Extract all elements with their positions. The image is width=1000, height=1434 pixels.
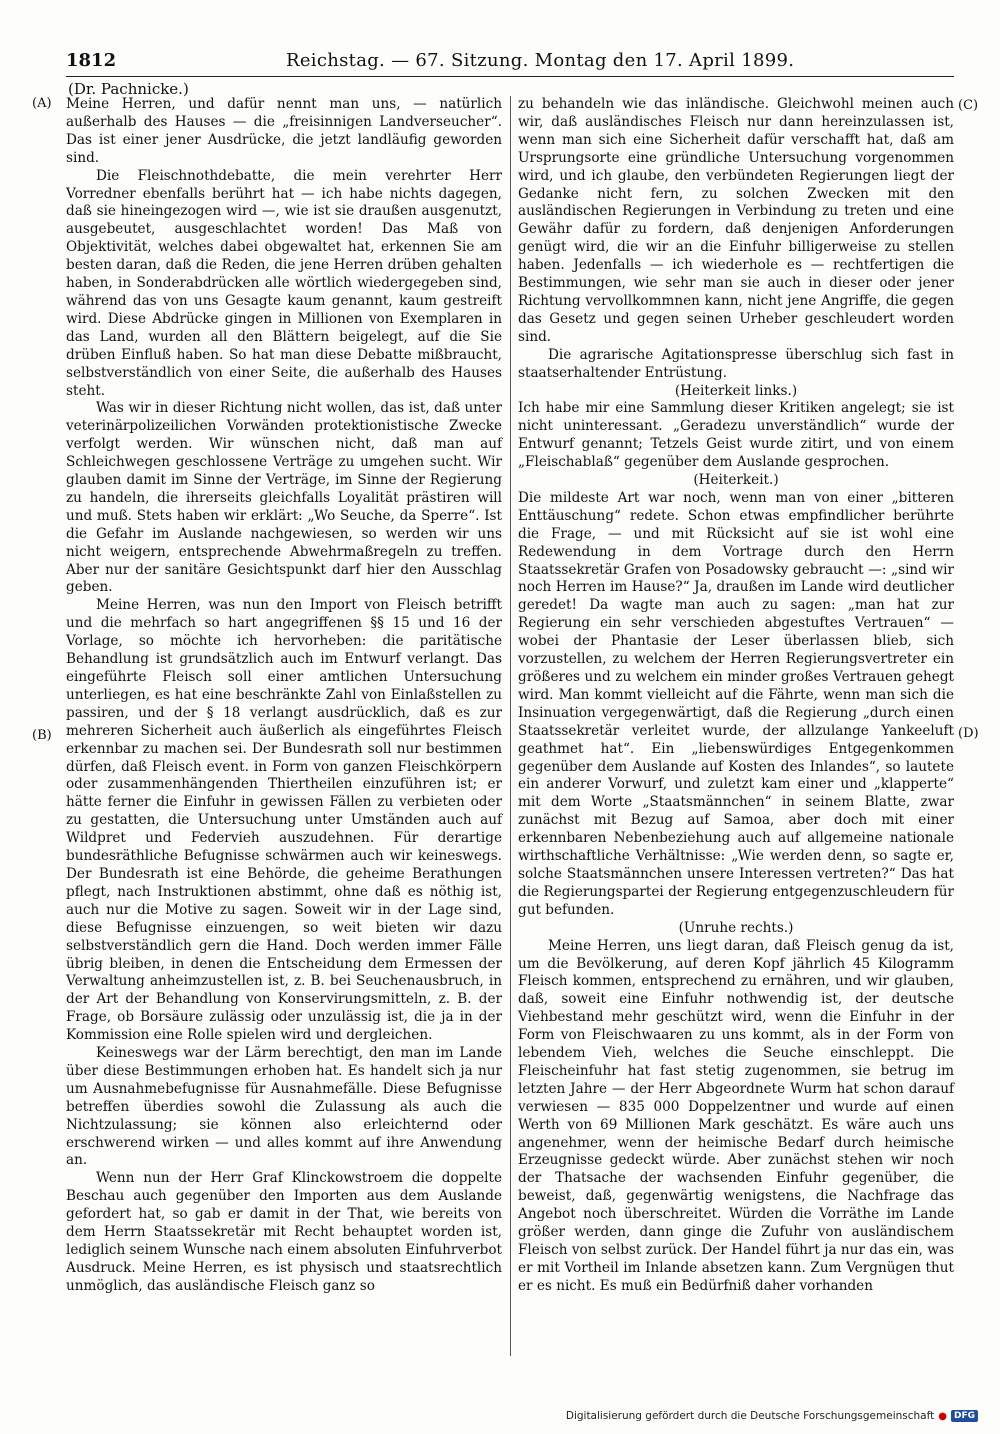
paragraph: Ich habe mir eine Sammlung dieser Kritiken angelegt; sie ist nicht uninteressant. „Geradezu unverständlich“ wurde der Entwurf genannt; Tetzels Geist wurde zitirt, und von einem „Fleischablaß“ gegenüber dem Auslande gesprochen. bbox=[518, 400, 954, 471]
paragraph: Die agrarische Agitationspresse überschlug sich fast in staatserhaltender Entrüstung. bbox=[518, 346, 954, 381]
interjection: (Heiterkeit links.) bbox=[674, 382, 798, 399]
paragraph: zu behandeln wie das inländische. Gleichwohl meinen auch wir, daß ausländisches Fleisch nur dann hereinzulassen ist, wenn man sich eine Sicherheit dafür verschafft hat, daß am Ursprungsorte eine gründliche Untersuchung vorgenommen wird, und ich glaube, den verbündeten Regierungen liegt der Gedanke nicht fern, zu solchen Zwecken mit den ausländischen Regierungen in Verbindung zu treten und eine Gewähr dafür zu fordern, daß denjenigen Anforderungen genügt wird, die wir an die Einfuhr billigerweise zu stellen haben. Jedenfalls — ich wiederhole es — rechtfertigen die Bestimmungen, wie sehr man sie auch in dieser oder jener Richtung vervollkommnen kann, nicht jene Angriffe, die gegen das Gesetz und gegen seinen Urheber geschleudert worden sind. bbox=[518, 96, 954, 345]
margin-marker-a: (A) bbox=[32, 96, 52, 111]
paragraph: Meine Herren, was nun den Import von Fleisch betrifft und die mehrfach so hart angegriffenen §§ 15 und 16 der Vorlage, so möchte ich hervorheben: die paritätische Behandlung ist grundsätzlich auch im Entwurf verlangt. Das eingeführte Fleisch soll einer amtlichen Untersuchung unterliegen, es hat eine beschränkte Zahl von Einlaßstellen zu passiren, und der § 18 verlangt ausdrücklich, daß es zur mehreren Sicherheit auch äußerlich als eingeführtes Fleisch erkennbar zu machen sei. Der Bundesrath soll nur bestimmen dürfen, daß Fleisch event. in Form von ganzen Fleischkörpern oder zusammenhängenden Thiertheilen einzuführen ist; er hätte ferner die Einfuhr in gewissen Fällen zu verbieten oder zu gestatten, die Untersuchung unter Umständen auch auf Wildpret und Federvieh auszudehnen. Für derartige bundesräthliche Befugnisse schwärmen auch wir keineswegs. Der Bundesrath ist eine Behörde, die geheime Berathungen pflegt, nach Instruktionen abstimmt, ohne daß es nöthig ist, auch nur die Motive zu sagen. Soweit wir in der Lage sind, diese Befugnisse einzuengen, so weit bieten wir dazu selbstverständlich gern die Hand. Doch werden immer Fälle übrig bleiben, in denen die Entscheidung dem Ermessen der Verwaltung anheimzustellen ist, z. B. bei Seuchenausbruch, in der Art der Behandlung von Konservirungsmitteln, z. B. der Frage, ob Borsäure zulässig oder unzulässig ist, die ja in der Kommission eine Rolle spielen wird und dergleichen. bbox=[66, 597, 502, 1044]
margin-marker-b: (B) bbox=[32, 728, 52, 743]
margin-marker-c: (C) bbox=[958, 98, 979, 113]
footer-text: Digitalisierung gefördert durch die Deutsche Forschungsgemeinschaft bbox=[565, 1410, 935, 1422]
paragraph: Meine Herren, uns liegt daran, daß Fleisch genug da ist, um die Bevölkerung, auf deren Kopf jährlich 45 Kilogramm Fleisch kommen, entsprechend zu ernähren, und wir glauben, daß, soweit eine Einfuhr nothwendig ist, der deutsche Viehbestand mehr geschützt wird, wenn die Einfuhr in der Form von Fleischwaaren zu uns kommt, als in der Form von lebendem Vieh, welches die Seuche einschleppt. Die Fleischeinfuhr hat fast stetig zugenommen, sie betrug im letzten Jahre — der Herr Abgeordnete Wurm hat schon darauf verwiesen — 835 000 Doppelzentner und wurde auf einen Werth von 69 Millionen Mark geschätzt. Es wäre auch uns angenehmer, wenn der heimische Bedarf durch heimische Erzeugnisse gedeckt würde. Aber zunächst stehen wir noch der Thatsache der wachsenden Einfuhr gegenüber, die beweist, daß, gegenwärtig wenigstens, die Nachfrage das Angebot noch überschreitet. Würden die Vorräthe im Lande größer werden, dann ginge die Zufuhr von ausländischem Fleisch von selbst zurück. Der Handel führt ja nur das ein, was er mit Vortheil im Inlande absetzen kann. Zum Vergnügen thut er es nicht. Es muß ein Bedürfniß daher vorhanden bbox=[518, 937, 954, 1294]
running-title: Reichstag. — 67. Sitzung. Montag den 17. April 1899. bbox=[286, 50, 795, 71]
page-header bbox=[66, 48, 954, 77]
column-divider bbox=[510, 96, 511, 1356]
interjection: (Heiterkeit.) bbox=[693, 472, 779, 489]
dfg-logo: DFG bbox=[951, 1410, 978, 1422]
paragraph: Meine Herren, und dafür nennt man uns, — natürlich außerhalb des Hauses — die „freisinnigen Landverseucher“. Das ist einer jener Ausdrücke, die jetzt landläufig geworden sind. bbox=[66, 96, 502, 166]
paragraph: Wenn nun der Herr Graf Klinckowstroem die doppelte Beschau auch gegenüber den Importen aus dem Auslande gefordert hat, so gab er damit in der That, wie bereits von dem Herrn Staatssekretär mit Recht behauptet worden ist, lediglich seinem Wunsche nach einem absoluten Einfuhrverbot Ausdruck. Meine Herren, es ist physisch und staatsrechtlich unmöglich, das ausländische Fleisch ganz so bbox=[66, 1170, 502, 1294]
paragraph: Keineswegs war der Lärm berechtigt, den man im Lande über diese Bestimmungen erhoben hat. Es handelt sich ja nur um Ausnahmebefugnisse für Ausnahmefälle. Diese Befugnisse betreffen überdies sowohl die Zulassung als auch die Nichtzulassung; sie können also erleichternd oder erschwerend wirken — und alles kommt auf ihre Anwendung an. bbox=[66, 1045, 502, 1169]
paragraph: Die Fleischnothdebatte, die mein verehrter Herr Vorredner ebenfalls berührt hat — ich habe nichts dagegen, daß sie hineingezogen wird —, wie ist sie draußen ausgenutzt, ausgebeutet, ausgeschlachtet worden! Das Maß von Objektivität, welches dabei obgewaltet hat, erkennen Sie am besten daran, daß die Reden, die jene Herren drüben gehalten haben, in Sonderabdrücken alle wörtlich wiedergegeben sind, während das von uns Gesagte kaum genannt, kaum gestreift wird. Diese Abdrücke gingen in Millionen von Exemplaren in das Land, wurden all den Blättern beigelegt, auf die Sie drüben Einfluß haben. So hat man diese Debatte mißbraucht, selbstverständlich von einer Seite, die außerhalb des Hauses steht. bbox=[66, 167, 502, 399]
speaker-label: (Dr. Pachnicke.) bbox=[68, 80, 189, 98]
bullet-icon: ● bbox=[938, 1410, 947, 1422]
paragraph: Was wir in dieser Richtung nicht wollen, das ist, daß unter veterinärpolizeilichen Vorwänden protektionistische Zwecke verfolgt werden. Wir wünschen nicht, daß man auf Schleichwegen geschlossene Verträge zu umgehen sucht. Wir glauben damit im Sinne der Verträge, im Sinne der Regierung zu handeln, die ihrerseits gleichfalls Loyalität prästiren will und muß. Stets haben wir erklärt: „Wo Seuche, da Sperre“. Ist die Gefahr im Auslande nachgewiesen, so werden wir uns nicht weigern, entsprechende Abwehrmaßregeln zu treffen. Aber nur der sanitäre Gesichtspunkt darf hier den Ausschlag geben. bbox=[66, 400, 502, 596]
interjection: (Unruhe rechts.) bbox=[678, 919, 794, 936]
paragraph: Die mildeste Art war noch, wenn man von einer „bitteren Enttäuschung“ redete. Schon etwas empfindlicher berührte die Frage, — und mit Rücksicht auf sie ist wohl eine Redewendung in dem Vortrage durch den Herrn Staatssekretär Grafen von Posadowsky gebraucht —: „sind wir noch Herren im Hause?“ Ja, draußen im Lande wird deutlicher geredet! Da wagte man auch zu sagen: „man hat zur Regierung ein sehr verschieden abgestuftes Vertrauen“ — wobei der Phantasie der Leser überlassen blieb, sich vorzustellen, zu welchem der Herren Regierungsvertreter ein größeres und zu welchem ein minder großes Vertrauen gehegt wird. Man kommt vielleicht auf die Fährte, wenn man sich die Insinuation vergegenwärtigt, daß die Regierung „durch einen Staatssekretär verleitet wurde, der allzulange Yankeeluft geathmet hat“. Ein „liebenswürdiges Entgegenkommen gegenüber dem Auslande auf Kosten des Inlandes“, so lautete ein anderer Vorwurf, und zuletzt kam einer und „klapperte“ mit dem Worte „Staatsmännchen“ in seinem Blatte, zwar zunächst mit Bezug auf Samoa, aber doch mit einer erkennbaren Nebenbeziehung auch auf allgemeine nationale wirthschaftliche Verhältnisse: „Wie werden denn, so sagte er, solche Staatsmännchen unsere Interessen vertreten?“ Das hat die Regierungspartei der Regierung entgegenzuschleudern für gut befunden. bbox=[518, 489, 954, 918]
footer-credit bbox=[566, 1410, 978, 1422]
left-column bbox=[66, 96, 502, 1296]
page-number: 1812 bbox=[66, 50, 117, 71]
right-column bbox=[518, 96, 954, 1296]
margin-marker-d: (D) bbox=[958, 726, 979, 741]
